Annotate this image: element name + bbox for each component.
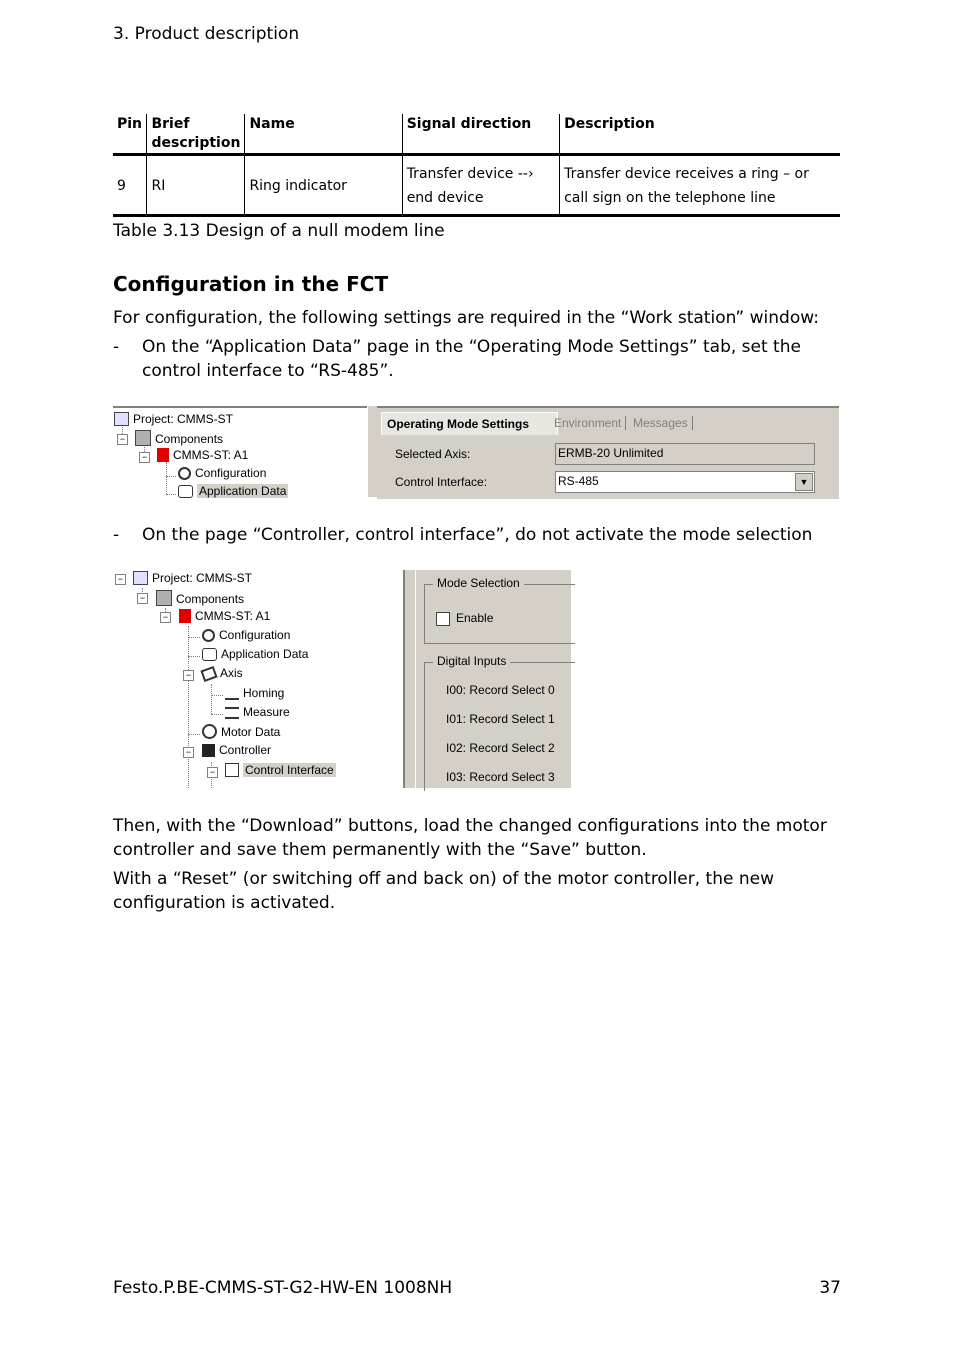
tree-configuration[interactable]: Configuration [178, 466, 266, 480]
footer-doc-id: Festo.P.BE-CMMS-ST-G2-HW-EN 1008NH [113, 1278, 453, 1298]
tab-messages[interactable]: Messages [633, 416, 693, 430]
tree-axis[interactable]: Axis [202, 666, 243, 680]
digital-input-item: I01: Record Select 1 [446, 712, 555, 726]
bullet-text: On the page “Controller, control interface”, do not activate the mode selection [142, 525, 813, 545]
bullet-dash: - [113, 337, 120, 357]
expander-components[interactable]: − [137, 593, 148, 604]
footer-page-number: 37 [819, 1278, 841, 1298]
expander-control-interface[interactable]: − [207, 767, 218, 778]
device-icon [157, 448, 169, 462]
interface-icon [225, 763, 239, 777]
tree-application-data[interactable]: Application Data [178, 484, 288, 498]
splitter[interactable] [403, 570, 416, 788]
cell-brief: RI [147, 155, 245, 216]
gear-icon [178, 467, 191, 480]
expander-components[interactable]: − [117, 434, 128, 445]
tab-operating-mode[interactable]: Operating Mode Settings [381, 412, 558, 435]
cell-name: Ring indicator [245, 155, 402, 216]
control-interface-label: Control Interface: [395, 475, 488, 489]
intro-paragraph: For configuration, the following settings are required in the “Work station” window: [113, 308, 819, 328]
settings-panel [377, 406, 839, 499]
page-header-section: 3. Product description [113, 24, 300, 44]
tree-controller[interactable]: Controller [202, 743, 271, 757]
digital-inputs-title: Digital Inputs [433, 654, 510, 668]
enable-checkbox[interactable] [436, 612, 450, 626]
expander-device[interactable]: − [139, 452, 150, 463]
table-row [113, 155, 840, 216]
measure-icon [225, 707, 239, 719]
tree-components[interactable]: Components [156, 590, 244, 606]
tree-homing[interactable]: Homing [225, 686, 284, 700]
device-icon [179, 609, 191, 623]
database-icon [178, 485, 193, 498]
expander-axis[interactable]: − [183, 670, 194, 681]
tree-motor-data[interactable]: Motor Data [202, 724, 280, 739]
tree-device[interactable]: CMMS-ST: A1 [157, 448, 248, 462]
col-direction: Signal direction [402, 114, 559, 155]
expander-controller[interactable]: − [183, 747, 194, 758]
tree-control-interface[interactable]: Control Interface [225, 763, 336, 777]
selected-axis-field: ERMB-20 Unlimited [555, 443, 815, 465]
tree-project[interactable]: Project: CMMS-ST [133, 571, 252, 585]
expander-project[interactable]: − [115, 574, 126, 585]
col-pin: Pin [117, 116, 143, 132]
database-icon [202, 648, 217, 661]
tab-environment[interactable]: Environment [554, 416, 626, 430]
tree-pane [113, 568, 403, 788]
tree-project[interactable]: Project: CMMS-ST [114, 412, 233, 426]
tree-application-data[interactable]: Application Data [202, 647, 308, 661]
section-title: Configuration in the FCT [113, 272, 389, 296]
expander-device[interactable]: − [160, 612, 171, 623]
enable-label: Enable [456, 611, 494, 625]
cube-icon [135, 430, 151, 446]
col-description: Description [560, 114, 840, 155]
controller-panel [416, 570, 571, 788]
download-paragraph: Then, with the “Download” buttons, load the changed configurations into the motor controller and save them permanently with the “Save” button. [113, 816, 827, 860]
axis-icon [200, 666, 217, 682]
tree-pane [113, 406, 367, 499]
bullet-application-data [113, 335, 843, 383]
bullet-dash: - [113, 525, 120, 545]
screenshot-control-interface [113, 568, 571, 788]
cell-direction: Transfer device --› end device [402, 155, 559, 216]
bullet-text: On the “Application Data” page in the “Operating Mode Settings” tab, set the control interface to “RS-485”. [142, 337, 801, 381]
tree-components[interactable]: Components [135, 430, 223, 446]
project-icon [133, 571, 148, 585]
gear-icon [202, 629, 215, 642]
cell-pin: 9 [117, 178, 126, 194]
motor-icon [202, 724, 217, 739]
digital-input-item: I02: Record Select 2 [446, 741, 555, 755]
digital-input-item: I03: Record Select 3 [446, 770, 555, 784]
chip-icon [202, 744, 215, 757]
col-brief: Brief description [147, 114, 245, 155]
dropdown-arrow-icon[interactable]: ▼ [795, 473, 813, 491]
cube-icon [156, 590, 172, 606]
reset-paragraph: With a “Reset” (or switching off and back on) of the motor controller, the new configuration is activated. [113, 869, 774, 913]
screenshot-operating-mode [113, 406, 839, 497]
tree-configuration[interactable]: Configuration [202, 628, 290, 642]
control-interface-select[interactable] [555, 471, 815, 493]
col-name: Name [245, 114, 402, 155]
control-interface-value: RS-485 [558, 474, 599, 488]
cell-description: Transfer device receives a ring – or call sign on the telephone line [560, 155, 840, 216]
tree-measure[interactable]: Measure [225, 705, 290, 719]
bullet-mode-selection [113, 523, 843, 547]
homing-icon [225, 688, 239, 700]
mode-selection-title: Mode Selection [433, 576, 524, 590]
tree-device[interactable]: CMMS-ST: A1 [179, 609, 270, 623]
selected-axis-label: Selected Axis: [395, 447, 471, 461]
null-modem-table [113, 114, 840, 217]
project-icon [114, 412, 129, 426]
table-caption: Table 3.13 Design of a null modem line [113, 221, 445, 241]
digital-input-item: I00: Record Select 0 [446, 683, 555, 697]
table-header-row [113, 114, 840, 155]
